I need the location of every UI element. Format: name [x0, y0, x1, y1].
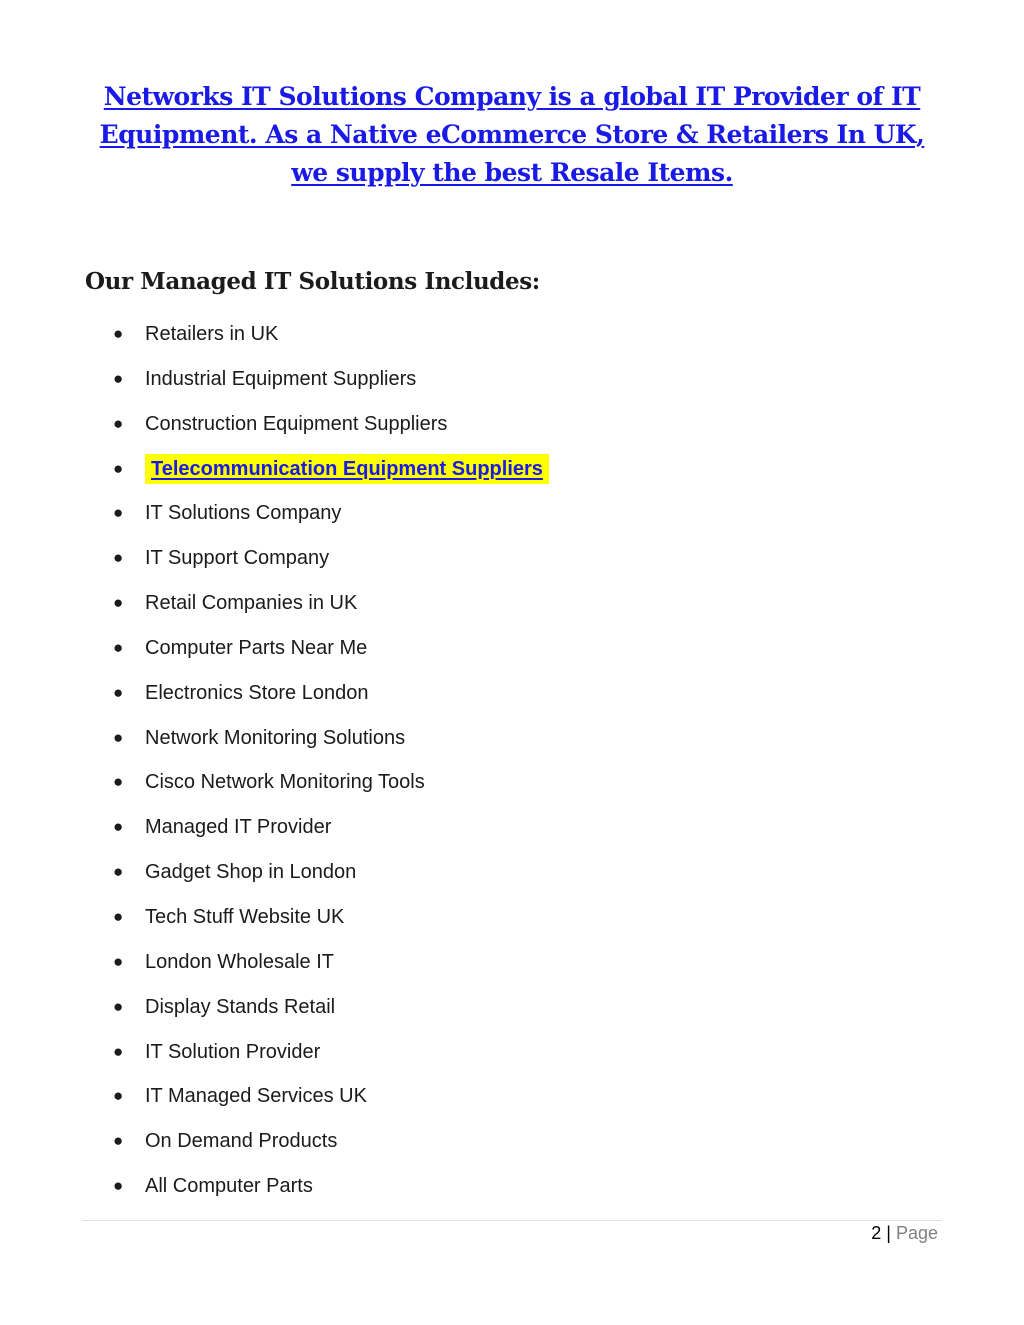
bullet-icon: ● [113, 593, 124, 613]
list-item [0, 626, 1024, 671]
bullet-icon: ● [113, 1041, 124, 1061]
list-item-label: Cisco Network Monitoring Tools [145, 771, 425, 794]
bullet-icon: ● [113, 503, 124, 523]
list-item [0, 402, 1024, 447]
bullet-icon: ● [113, 862, 124, 882]
bullet-icon: ● [113, 772, 124, 792]
list-item [0, 805, 1024, 850]
page-footer [871, 1222, 938, 1244]
bullet-icon: ● [113, 637, 124, 657]
list-item-label: Gadget Shop in London [145, 861, 357, 884]
list-item-label: Retail Companies in UK [145, 592, 358, 615]
list-item [0, 581, 1024, 626]
list-item [0, 760, 1024, 805]
list-item-label: Industrial Equipment Suppliers [145, 367, 417, 390]
list-item [0, 895, 1024, 940]
highlighted-item [145, 454, 549, 484]
headline [90, 78, 934, 192]
list-item-label: Managed IT Provider [145, 816, 332, 839]
bullet-icon: ● [113, 682, 124, 702]
bullet-icon: ● [113, 996, 124, 1016]
bullet-icon: ● [113, 1176, 124, 1196]
list-item [0, 1030, 1024, 1075]
bullet-icon: ● [113, 1086, 124, 1106]
list-item [0, 716, 1024, 761]
page-separator: | [886, 1223, 891, 1243]
list-item [0, 312, 1024, 357]
list-item-label: IT Support Company [145, 547, 330, 570]
list-item-label: On Demand Products [145, 1130, 338, 1153]
list-item [0, 536, 1024, 581]
list-item-label: IT Solution Provider [145, 1040, 321, 1063]
bullet-icon: ● [113, 951, 124, 971]
bullet-icon: ● [113, 727, 124, 747]
bullet-icon: ● [113, 906, 124, 926]
section-heading: Our Managed IT Solutions Includes: [85, 268, 540, 295]
list-item [0, 357, 1024, 402]
list-item-label: IT Managed Services UK [145, 1085, 367, 1108]
list-item [0, 1164, 1024, 1209]
list-item-label: Network Monitoring Solutions [145, 726, 406, 749]
list-item-label: Display Stands Retail [145, 995, 336, 1018]
page-label: Page [895, 1223, 938, 1243]
list-item [0, 491, 1024, 536]
list-item-label: All Computer Parts [145, 1175, 313, 1198]
list-item [0, 985, 1024, 1030]
bullet-icon: ● [113, 548, 124, 568]
list-item [0, 940, 1024, 985]
list-item-label: Tech Stuff Website UK [145, 905, 345, 928]
footer-divider [82, 1220, 942, 1221]
list-item-label: Computer Parts Near Me [145, 636, 368, 659]
list-item-label: London Wholesale IT [145, 950, 335, 973]
bullet-icon: ● [113, 817, 124, 837]
bullet-icon: ● [113, 458, 124, 478]
list-item-label: Retailers in UK [145, 323, 279, 345]
list-item[interactable] [0, 447, 1024, 492]
telecommunication-link[interactable]: Telecommunication Equipment Suppliers [151, 457, 543, 480]
list-item [0, 1074, 1024, 1119]
solutions-list [0, 312, 1024, 1209]
headline-link[interactable]: Networks IT Solutions Company is a global IT Provider of IT Equipment. As a Native eCommerce Store & Retailers In UK, we supply the best Resale Items. [99, 82, 925, 187]
bullet-icon: ● [113, 368, 124, 388]
page-number: 2 [871, 1223, 882, 1243]
list-item [0, 671, 1024, 716]
list-item [0, 1119, 1024, 1164]
bullet-icon: ● [113, 413, 124, 433]
bullet-icon: ● [113, 1131, 124, 1151]
list-item-label: IT Solutions Company [145, 502, 342, 525]
list-item-label: Construction Equipment Suppliers [145, 412, 448, 435]
list-item [0, 850, 1024, 895]
bullet-icon: ● [113, 324, 124, 343]
list-item-label: Electronics Store London [145, 681, 369, 704]
